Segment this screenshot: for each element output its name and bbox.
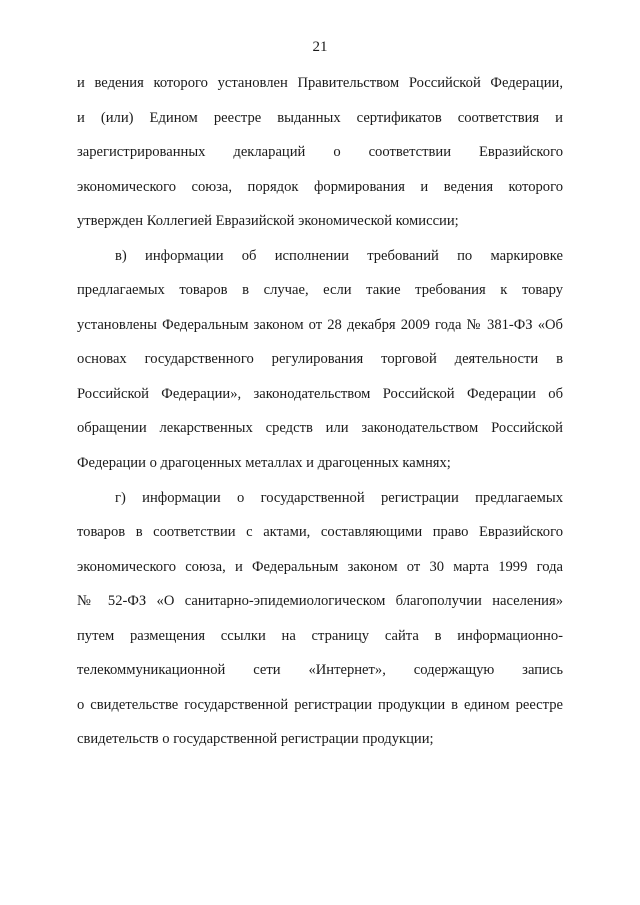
text-line: телекоммуникационной сети «Интернет», содержащую запись — [77, 662, 563, 679]
paragraph-item-v — [77, 246, 563, 488]
text-line: свидетельств о государственной регистрации продукции; — [77, 731, 434, 748]
text-line: путем размещения ссылки на страницу сайта в информационно- — [77, 627, 563, 644]
document-body — [77, 73, 563, 764]
text-line: Российской Федерации», законодательством Российской Федерации об — [77, 385, 563, 402]
text-line: в) информации об исполнении требований по маркировке — [115, 247, 563, 264]
paragraph-item-g — [77, 488, 563, 764]
text-line: экономического союза, и Федеральным законом от 30 марта 1999 года — [77, 558, 563, 575]
text-line: предлагаемых товаров в случае, если такие требования к товару — [77, 282, 563, 299]
text-line: и ведения которого установлен Правительством Российской Федерации, — [77, 75, 563, 91]
text-line: г) информации о государственной регистрации предлагаемых — [115, 489, 563, 506]
text-line: обращении лекарственных средств или законодательством Российской — [77, 420, 563, 437]
page-number: 21 — [312, 39, 328, 55]
text-line: Федерации о драгоценных металлах и драгоценных камнях; — [77, 455, 451, 472]
text-line: утвержден Коллегией Евразийской экономической комиссии; — [77, 213, 459, 230]
text-line: экономического союза, порядок формирования и ведения которого — [77, 178, 563, 195]
text-line: установлены Федеральным законом от 28 декабря 2009 года № 381-ФЗ «Об — [77, 316, 563, 333]
paragraph-continuation — [77, 73, 563, 246]
text-line: основах государственного регулирования торговой деятельности в — [77, 351, 563, 368]
text-line: зарегистрированных деклараций о соответствии Евразийского — [77, 144, 563, 161]
text-line: и (или) Едином реестре выданных сертификатов соответствия и — [77, 109, 563, 126]
text-line: товаров в соответствии с актами, составляющими право Евразийского — [77, 524, 563, 541]
text-line: о свидетельстве государственной регистрации продукции в едином реестре — [77, 696, 563, 713]
text-line: № 52-ФЗ «О санитарно-эпидемиологическом благополучии населения» — [77, 593, 563, 610]
